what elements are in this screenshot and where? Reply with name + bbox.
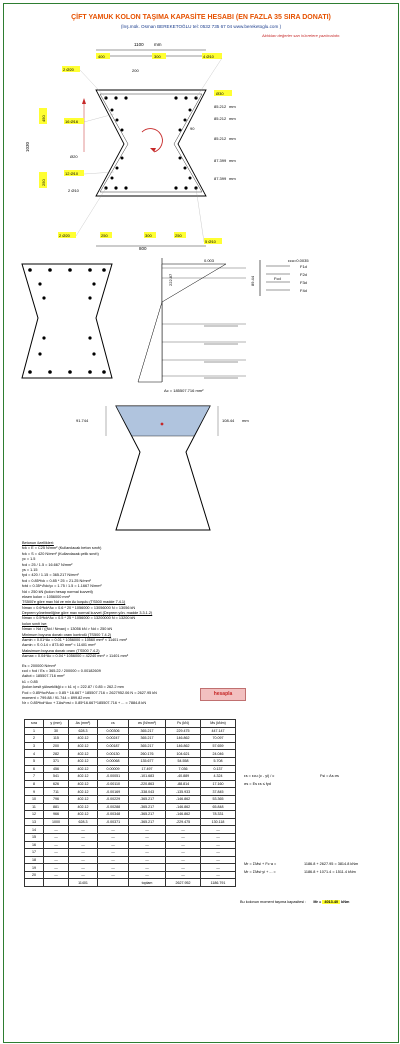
calc-line: Es = 200000 N/mm² — [22, 663, 56, 668]
table-cell: 9 — [25, 788, 44, 796]
table-cell: — — [98, 856, 129, 864]
calc-line: fctd = 0.35*√fck/γc = 1.75 / 1.5 = 1.1667 N/mm² — [22, 584, 102, 589]
table-cell: 402.12 — [69, 742, 98, 750]
table-cell: -0.00229 — [98, 795, 129, 803]
dim-87-399: 87.399 — [214, 176, 227, 181]
table-cell: 0.00247 — [98, 735, 129, 743]
dim-top-left: 400 — [98, 54, 105, 59]
table-row — [25, 780, 236, 788]
table-cell: 10 — [25, 795, 44, 803]
table-row — [25, 750, 236, 758]
dim-side-top: 450 — [41, 115, 46, 122]
table-cell: 18 — [25, 856, 44, 864]
table-cell: — — [44, 833, 69, 841]
table-cell: -135.933 — [166, 788, 201, 796]
section-drawing — [4, 32, 398, 252]
calc-line: Nmax = Nd / ((Nd / Nmax) = 13056 kN > Nd = 250 kN — [22, 627, 113, 632]
table-cell: 54.558 — [166, 757, 201, 765]
table-cell: -0.00348 — [98, 811, 129, 819]
table-cell: — — [69, 826, 98, 834]
table-row — [25, 795, 236, 803]
table-cell: — — [166, 841, 201, 849]
formula-fs: Fsi = As σs — [320, 774, 339, 778]
table-cell: -365.217 — [129, 803, 166, 811]
formula-m1-value: 1186.8 + 2627.95 = 3814.8 kNm — [304, 862, 359, 866]
table-cell: 2 — [25, 735, 44, 743]
table-cell: — — [69, 856, 98, 864]
col-header: Ms (kNm) — [201, 720, 236, 728]
table-cell: — — [166, 849, 201, 857]
dim-85-212: 85.212 — [214, 104, 227, 109]
table-row — [25, 871, 236, 879]
calc-line: Fcd = 0.85*fcd*Acc = 0.85 * 16.667 * 185507.716 = 2627952.06 N = 2627.95 kN — [22, 690, 157, 695]
table-cell: — — [98, 849, 129, 857]
table-cell: -0.00371 — [98, 818, 129, 826]
table-cell: 4.324 — [201, 773, 236, 781]
table-cell: 402.12 — [69, 788, 98, 796]
table-row — [25, 833, 236, 841]
table-cell: — — [44, 871, 69, 879]
calc-line: γc = 1.5 — [22, 557, 36, 562]
formula-eps: εs = εcu (c - yi) / c — [244, 774, 275, 778]
calc-line: fck = S = 420 N/mm² (Kullanılacak çelik sınıfı) — [22, 551, 99, 556]
table-cell: 13 — [25, 818, 44, 826]
formula-m1: Mr = ΣMsi + Fc·a = — [244, 862, 277, 866]
total-cell — [44, 879, 69, 887]
table-cell: — — [129, 856, 166, 864]
col-header: y (mm) — [44, 720, 69, 728]
table-cell: 229.475 — [166, 727, 201, 735]
dim-top-unit: mm — [154, 42, 162, 47]
col-header: Fs (kN) — [166, 720, 201, 728]
table-cell: — — [201, 826, 236, 834]
table-cell: 0.00187 — [98, 742, 129, 750]
total-cell — [98, 879, 129, 887]
table-cell: — — [166, 856, 201, 864]
table-cell: — — [201, 849, 236, 857]
table-cell: — — [69, 871, 98, 879]
result-label: Bu kolonun moment taşıma kapasitesi : — [240, 900, 307, 904]
total-cell: 11401 — [69, 879, 98, 887]
table-cell: 365.217 — [129, 735, 166, 743]
table-cell: — — [201, 841, 236, 849]
table-cell: -365.217 — [129, 811, 166, 819]
dim-bot-width: 800 — [139, 246, 147, 251]
calc-line: fyd = 420 / 1.15 = 365.217 N/mm² — [22, 573, 79, 578]
table-cell: — — [69, 841, 98, 849]
fcd-label: Fcd — [274, 276, 281, 281]
table-cell: 5 — [25, 757, 44, 765]
unit-mm: mm — [229, 176, 236, 181]
dim-bot-a: 250 — [101, 233, 108, 238]
table-cell: 881 — [44, 803, 69, 811]
table-cell: -365.217 — [129, 818, 166, 826]
formula-m2: Mr = ΣMsi·yi + ... = — [244, 870, 276, 874]
table-cell: 8 — [25, 780, 44, 788]
table-cell: — — [129, 826, 166, 834]
table-cell: — — [201, 833, 236, 841]
col-header: As (mm²) — [69, 720, 98, 728]
eps-cu: εcu=0.0035 — [288, 258, 309, 263]
calculate-button[interactable]: hesapla — [200, 688, 246, 701]
table-cell: — — [69, 849, 98, 857]
total-cell — [25, 879, 44, 887]
table-cell: 200 — [44, 742, 69, 750]
table-cell: -220.863 — [129, 780, 166, 788]
table-cell: 53.365 — [201, 795, 236, 803]
calc-line: γs = 1.15 — [22, 567, 38, 572]
table-cell: 15 — [25, 833, 44, 841]
table-cell: 5.708 — [201, 757, 236, 765]
result-unit: kNm — [341, 900, 350, 904]
table-cell: -146.862 — [166, 795, 201, 803]
table-row — [25, 773, 236, 781]
calc-block — [22, 541, 302, 707]
results-table — [24, 719, 236, 887]
rebar-12: 12 Ø10 — [65, 171, 79, 176]
table-cell: 402.12 — [69, 765, 98, 773]
unit-mm: mm — [229, 104, 236, 109]
table-row — [25, 765, 236, 773]
table-cell: 402.12 — [69, 750, 98, 758]
right-dim: 108.44 — [222, 418, 235, 423]
table-cell: 11 — [25, 803, 44, 811]
total-cell: 2627.952 — [166, 879, 201, 887]
table-row — [25, 727, 236, 735]
table-cell: -0.00288 — [98, 803, 129, 811]
table-cell: 7 — [25, 773, 44, 781]
table-header-row — [25, 720, 236, 728]
table-cell: — — [98, 871, 129, 879]
table-cell: 16 — [25, 841, 44, 849]
table-cell: 24.046 — [201, 750, 236, 758]
table-cell: — — [201, 864, 236, 872]
table-cell: 402.12 — [69, 773, 98, 781]
table-cell: 130.118 — [201, 818, 236, 826]
calc-line: moment = 799.88 / 91.744 = 899.82 mm — [22, 695, 90, 700]
dim-top-width: 1100 — [134, 42, 144, 47]
force-label: F2d — [300, 272, 307, 277]
formula-m2-value: 1186.8 + 1071.4 = 1511.4 kNm — [304, 870, 356, 874]
table-cell: 796 — [44, 795, 69, 803]
table-cell: — — [129, 841, 166, 849]
ac-label: Ac = 185507.716 mm² — [164, 388, 204, 393]
unit-mm: mm — [242, 418, 249, 423]
table-row — [25, 856, 236, 864]
table-cell: — — [166, 871, 201, 879]
calc-line: Asmax = 0.04*Ac = 0.04 * 1056000 = 42240 mm² > 11401 mm² — [22, 654, 129, 659]
table-cell: — — [98, 826, 129, 834]
table-cell: — — [129, 864, 166, 872]
table-cell: 260.176 — [129, 750, 166, 758]
calc-line: fcd = 0.85*fck = 0.85 * 25 = 21.25 N/mm² — [22, 578, 91, 583]
table-cell: — — [129, 849, 166, 857]
table-cell: -0.00169 — [98, 788, 129, 796]
total-cell: toplam — [129, 879, 166, 887]
calc-line: Nmax = 0.6*fck*Ac = 0.6 * 20 * 1056000 = 13056000 N = 13056 kN — [22, 605, 136, 610]
force-label: F1d — [300, 264, 307, 269]
table-row — [25, 742, 236, 750]
table-cell: 30 — [44, 727, 69, 735]
dim-side-mid: 250 — [41, 179, 46, 186]
table-cell: 65.848 — [201, 803, 236, 811]
table-row — [25, 803, 236, 811]
table-cell: -229.475 — [166, 818, 201, 826]
table-cell: -0.00110 — [98, 780, 129, 788]
force-label: F4d — [300, 288, 307, 293]
table-cell: 0.00306 — [98, 727, 129, 735]
dim-bot-c: 250 — [175, 233, 182, 238]
table-row — [25, 826, 236, 834]
table-cell: -146.862 — [166, 803, 201, 811]
col-header: sıra — [25, 720, 44, 728]
rebar-bottom-right: 5 Ø10 — [205, 239, 216, 244]
moment-capacity — [240, 900, 349, 904]
table-cell: 20 — [25, 871, 44, 879]
dim-85-212: 85.212 — [214, 116, 227, 121]
table-cell: 70.097 — [201, 735, 236, 743]
table-cell: 402.12 — [69, 735, 98, 743]
table-row — [25, 864, 236, 872]
calc-line: Asitot = 185507.716 mm² — [22, 674, 65, 679]
calc-line: kolon sınıfı ise: — [22, 621, 48, 626]
table-row — [25, 841, 236, 849]
table-row — [25, 811, 236, 819]
calc-line: Asmin = 0.01*Ac = 0.01 * 1056000 = 10560 mm² < 11401 mm² — [22, 638, 128, 643]
table-row — [25, 735, 236, 743]
table-cell: 78.331 — [201, 811, 236, 819]
table-cell: — — [201, 856, 236, 864]
author-line: (İnş.mük. Osman BEREKETOĞLU tel: 0532 735 67 04 www.bereketoglu.com ) — [120, 24, 282, 29]
table-cell: 14 — [25, 826, 44, 834]
table-cell: -0.00051 — [98, 773, 129, 781]
sheet-title: ÇİFT YAMUK KOLON TAŞIMA KAPASİTE HESABI (EN FAZLA 35 SIRA DONATI) — [71, 14, 331, 21]
table-cell: — — [201, 871, 236, 879]
table-cell: 402.12 — [69, 757, 98, 765]
rebar-16: 16 Ø16 — [65, 119, 79, 124]
dim-top-mid: 300 — [154, 54, 161, 59]
table-cell: 447.147 — [201, 727, 236, 735]
table-cell: 365.217 — [129, 727, 166, 735]
strain-top: 0.003 — [204, 258, 215, 263]
calc-line: Maksimum boyuna donatı oranı (TS500 7.4.2) — [22, 648, 100, 653]
unit-mm: mm — [229, 116, 236, 121]
table-cell: -146.862 — [166, 811, 201, 819]
table-cell: 0.137 — [201, 765, 236, 773]
table-cell: 4 — [25, 750, 44, 758]
calc-header: Betonun özellikleri: — [22, 541, 54, 545]
col-header: εs — [98, 720, 129, 728]
unit-mm: mm — [229, 158, 236, 163]
calc-line: k1 = 0.85 — [22, 679, 38, 684]
table-cell: 365.217 — [129, 742, 166, 750]
table-cell: 711 — [44, 788, 69, 796]
rebar-bottom-left: 2 Ø20 — [59, 233, 70, 238]
table-cell: 402.12 — [69, 780, 98, 788]
table-cell: — — [129, 833, 166, 841]
table-cell: 402.12 — [69, 811, 98, 819]
dim-mid-width: 200 — [132, 68, 139, 73]
table-cell: — — [44, 826, 69, 834]
table-cell: 0.00130 — [98, 750, 129, 758]
table-cell: 541 — [44, 773, 69, 781]
table-cell: 7.036 — [166, 765, 201, 773]
result-value: 4013.40 — [324, 900, 339, 904]
table-cell: 966 — [44, 811, 69, 819]
dim-total-height: 1030 — [25, 141, 30, 152]
table-cell: 115 — [44, 735, 69, 743]
table-total-row — [25, 879, 236, 887]
table-row — [25, 818, 236, 826]
col-header: σs (N/mm²) — [129, 720, 166, 728]
table-row — [25, 757, 236, 765]
calc-line: Nmax = 0.5*fck*Ac = 0.5 * 25 * 1056000 = 13200000 N = 13200 kN — [22, 616, 136, 621]
table-cell: -338.043 — [129, 788, 166, 796]
table-cell: — — [166, 833, 201, 841]
left-dim: 91.744 — [76, 418, 89, 423]
dim-85-212: 85.212 — [214, 136, 227, 141]
table-cell: 0.00068 — [98, 757, 129, 765]
table-cell: -88.814 — [166, 780, 201, 788]
table-cell: — — [166, 826, 201, 834]
rebar-left-2: Ø20 — [70, 154, 78, 159]
calc-line: Nr = 0.85*fcd*Acc + ΣAsi*σsi = 0.85*16.667*185507.716 + ... = 7884.8 kN — [22, 701, 147, 706]
rebar-right-2: Ø30 — [216, 91, 224, 96]
table-cell: 146.862 — [166, 742, 201, 750]
table-cell: 1 — [25, 727, 44, 735]
table-cell: -365.217 — [129, 795, 166, 803]
table-cell: — — [44, 849, 69, 857]
table-cell: — — [44, 864, 69, 872]
dim-mid-90: 90 — [190, 126, 195, 131]
table-cell: 456 — [44, 765, 69, 773]
table-row — [25, 849, 236, 857]
table-cell: 17.497 — [129, 765, 166, 773]
calc-line: fck = E = C25 N/mm² (Kullanılacak beton sınıfı) — [22, 546, 102, 551]
table-cell: 626 — [44, 780, 69, 788]
table-cell: — — [44, 856, 69, 864]
table-cell: 371 — [44, 757, 69, 765]
table-row — [25, 788, 236, 796]
table-cell: 17.160 — [201, 780, 236, 788]
calculation-sheet — [3, 3, 399, 1043]
table-cell: 146.862 — [166, 735, 201, 743]
dim-bot-b: 300 — [145, 233, 152, 238]
table-cell: 135.677 — [129, 757, 166, 765]
table-cell: 12 — [25, 811, 44, 819]
table-cell: 19 — [25, 864, 44, 872]
table-cell: 402.12 — [69, 803, 98, 811]
table-cell: 37.845 — [201, 788, 236, 796]
calc-line: εcd = fcd / Es = 365.22 / 200000 = 0.00182609 — [22, 668, 101, 673]
table-cell: — — [69, 864, 98, 872]
formula-sigma: σs = Es εs ≤ fyd — [244, 782, 271, 786]
table-cell: 6 — [25, 765, 44, 773]
calc-line: Deprem yönetmeliğine göre max normal kuvvet (Deprem yön. madde 3.3.1.2) — [22, 611, 153, 616]
table-cell: 1000 — [44, 818, 69, 826]
table-cell: 628.3 — [69, 818, 98, 826]
strain-diagram — [4, 256, 398, 396]
unit-mm: mm — [229, 136, 236, 141]
table-cell: — — [44, 841, 69, 849]
calc-line: fcd = 25 / 1.5 = 16.667 N/mm² — [22, 562, 73, 567]
result-mr-label: Mr = — [313, 900, 322, 904]
table-cell: 57.659 — [201, 742, 236, 750]
force-label: F3d — [300, 280, 307, 285]
table-cell: 282 — [44, 750, 69, 758]
rebar-left-1: 2 Ø20 — [63, 67, 74, 72]
table-cell: — — [98, 833, 129, 841]
rebar-2-10: 2 Ø10 — [68, 188, 79, 193]
calc-line: Minimum boyuna donatı oranı kontrolü (TS500 7.4.2) — [22, 632, 112, 637]
calc-line: Nd = 250 kN (kolon hesap normal kuvveti) — [22, 589, 93, 594]
table-cell: -40.889 — [166, 773, 201, 781]
table-cell: 17 — [25, 849, 44, 857]
calc-line: (kolon kesit yükseklikği c = k1 x) = 222.87 / 0.85 = 262.2 mm — [22, 685, 124, 690]
table-cell: -101.683 — [129, 773, 166, 781]
table-cell: — — [166, 864, 201, 872]
table-cell: 3 — [25, 742, 44, 750]
table-cell: — — [98, 864, 129, 872]
total-cell: 1186.791 — [201, 879, 236, 887]
dim-87-399: 87.399 — [214, 158, 227, 163]
table-cell: 104.621 — [166, 750, 201, 758]
table-cell: — — [129, 871, 166, 879]
rebar-top-right: 4 Ø10 — [203, 54, 214, 59]
x-label: 89.44 — [250, 275, 255, 286]
table-cell: 628.3 — [69, 727, 98, 735]
input-note: Aldıkları değerler sarı hücrelere yazılmalıdır. — [262, 33, 341, 38]
calc-line: eksen kolon = 1056000 mm² — [22, 594, 71, 599]
table-cell: — — [69, 833, 98, 841]
calc-line: Asmin = S 0.14 = 873.60 mm² < 11401 mm² — [22, 643, 96, 648]
table-cell: 0.00009 — [98, 765, 129, 773]
depth-label: 222.87 — [168, 273, 173, 286]
table-cell: — — [98, 841, 129, 849]
table-cell: 402.12 — [69, 795, 98, 803]
stress-block-diagram — [4, 400, 398, 540]
calc-line: TS500'e göre max Nd ve min Ac koşulu (TS500 madde 7.4.1) — [22, 600, 126, 605]
